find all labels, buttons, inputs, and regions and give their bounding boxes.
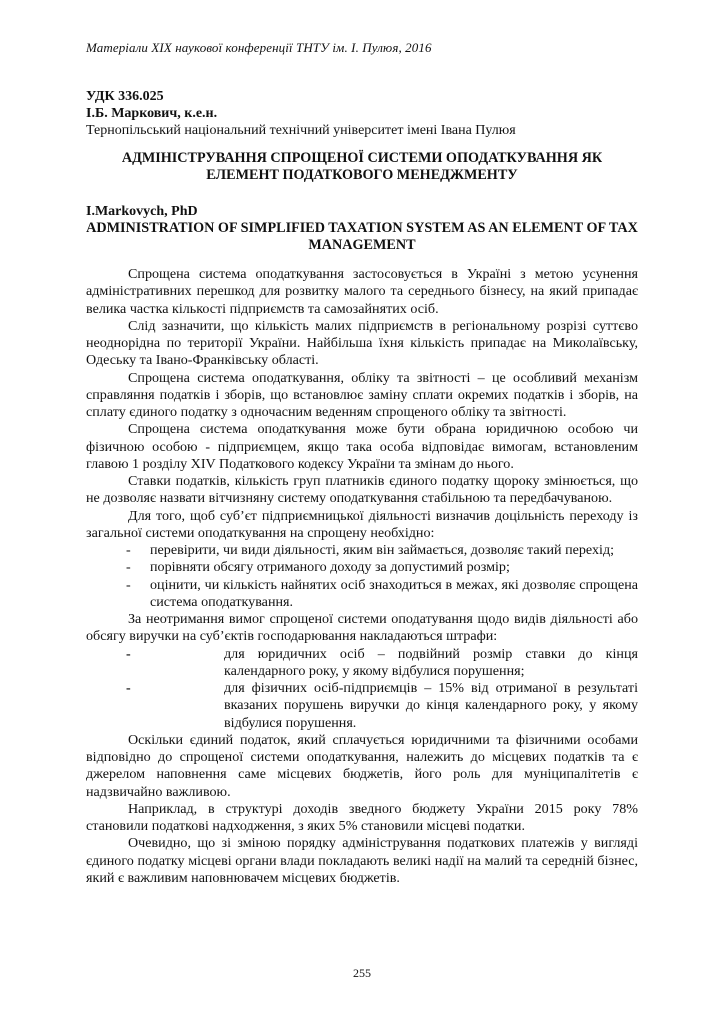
author-en: I.Markovych, PhD: [86, 204, 198, 219]
list-item-text: оцінити, чи кількість найнятих осіб знаходиться в межах, які дозволяє спрощена система оподаткування.: [150, 576, 638, 610]
list-item: [126, 559, 638, 576]
article-body: [86, 266, 638, 887]
affiliation: Тернопільський національний технічний університет імені Івана Пулюя: [86, 123, 516, 138]
list-item-text: порівняти обсягу отриманого доходу за допустимий розмір;: [150, 559, 510, 576]
list-item: [126, 680, 638, 732]
author-ua: І.Б. Маркович, к.е.н.: [86, 106, 218, 121]
list-item-text: перевірити, чи види діяльності, яким він займається, дозволяє такий перехід;: [150, 542, 615, 558]
paragraph: Для того, щоб суб’єт підприємницької діяльності визначив доцільність переходу із загальної системи оподаткування на спрощену необхідно:: [86, 507, 638, 541]
list-item: [126, 542, 638, 559]
paragraph: Спрощена система оподаткування застосовується в Україні з метою усунення адміністративних перешкод для розвитку малого та середнього бізнесу, на який припадає велика частка кількості підприємств та самозайнятих осіб.: [86, 266, 638, 317]
paragraph: За неотримання вимог спрощеної системи оподатування щодо видів діяльності або обсягу виручки на суб’єктів господарювання накладаються штрафи:: [86, 611, 638, 645]
paragraph: Ставки податків, кількість груп платників єдиного податку щороку змінюється, що не дозволяє назвати вітчизняну систему оподаткування стабільною та передбачуваною.: [86, 473, 638, 507]
bullet-marker: -: [126, 680, 131, 696]
penalties-list: [86, 646, 638, 732]
udc-code: УДК 336.025: [86, 89, 164, 104]
list-item: [126, 577, 638, 612]
list-item-text: для фізичних осіб-підприємців – 15% від отриманої в результаті вказаних порушень виручки до кінця календарного року, у якому відбулися порушення.: [224, 680, 638, 731]
running-header: Матеріали XIX наукової конференції ТНТУ ім. І. Пулюя, 2016: [86, 40, 432, 55]
page-number: 255: [353, 966, 371, 980]
list-item-text: для юридичних осіб – подвійний розмір ставки до кінця календарного року, у якому відбулися порушення;: [224, 645, 638, 679]
requirements-list: [86, 542, 638, 611]
paragraph: Наприклад, в структурі доходів зведного бюджету України 2015 року 78% становили податкові надходження, з яких 5% становили місцеві податки.: [86, 800, 638, 834]
paragraph: Очевидно, що зі зміною порядку адміністрування податкових платежів у вигляді єдиного податку місцеві органи влади покладають великі надії на малий та середній бізнес, який є важливим наповнювачем місцевих бюджетів.: [86, 835, 638, 886]
dash-marker: -: [126, 576, 131, 593]
title-ukrainian: АДМІНІСТРУВАННЯ СПРОЩЕНОЇ СИСТЕМИ ОПОДАТКУВАННЯ ЯК ЕЛЕМЕНТ ПОДАТКОВОГО МЕНЕДЖМЕНТУ: [121, 150, 603, 183]
title-english: ADMINISTRATION OF SIMPLIFIED TAXATION SYSTEM AS AN ELEMENT OF TAX MANAGEMENT: [86, 220, 638, 253]
paragraph: Слід зазначити, що кількість малих підприємств в регіональному розрізі суттєво неоднорідна по території України. Найбільша їхня кількість припадає на Миколаївську, Одеську та Івано-Франківську області.: [86, 317, 638, 369]
paragraph: Оскільки єдиний податок, який сплачується юридичними та фізичними особами відповідно до спрощеної системи оподаткування, належить до місцевих податків та є джерелом наповнення саме місцевих бюджетів, його роль для муніципалітетів є надзвичайно важливою.: [86, 731, 638, 800]
list-item: [126, 646, 638, 681]
paragraph: Спрощена система оподаткування, обліку та звітності – це особливий механізм справляння податків і зборів, що встановлює заміну сплати окремих податків і зборів, на сплату єдиного податку з одночасним веденням спрощеного обліку та звітності.: [86, 369, 638, 420]
dash-marker: -: [126, 559, 131, 576]
paragraph: Спрощена система оподаткування може бути обрана юридичною особою чи фізичною особою - підприємцем, якщо така особа відповідає вимогам, встановленим главою 1 розділу XIV Податкового кодексу України та змінам до нього.: [86, 421, 638, 472]
dash-marker: -: [126, 542, 131, 558]
bullet-marker: -: [126, 645, 131, 662]
